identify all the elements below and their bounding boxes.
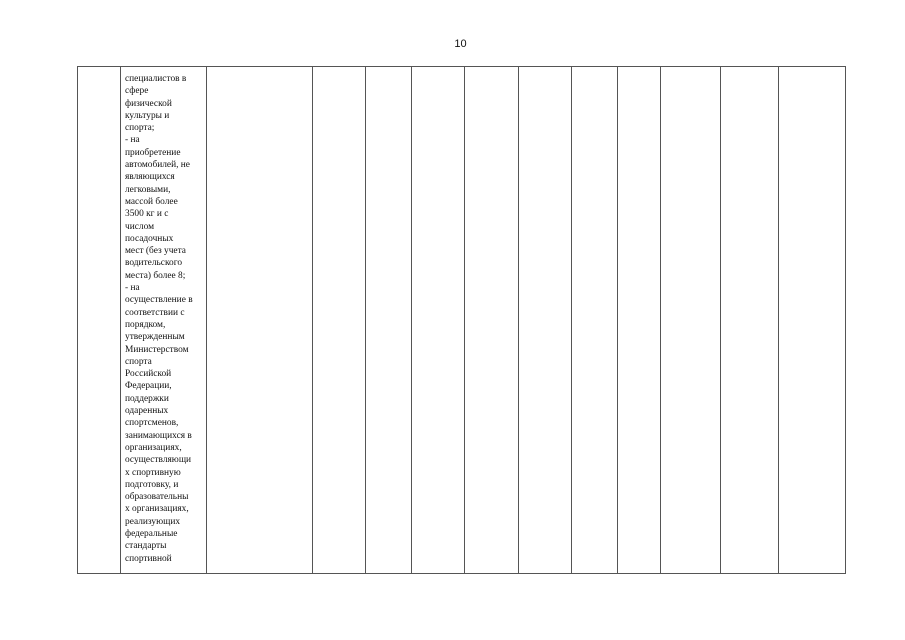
table-cell-13 — [779, 67, 846, 574]
table-cell-1 — [78, 67, 121, 574]
description-text: специалистов в сфере физической культуры и спорта; - на приобретение автомобилей, не являющихся легковыми, массой более 3500 кг и с числом посадочных мест (без учета водительского места) более 8; - на осуществление в соответствии с порядком, утвержденным Министерством спорта Российской Федерации, поддержки одаренных спортсменов, занимающихся в организациях, осуществляющи х спортивную подготовку, и образовательны х организациях, реализующих федеральные стандарты спортивной — [125, 74, 193, 564]
document-table — [77, 66, 846, 574]
table-cell-12 — [721, 67, 779, 574]
page-number: 10 — [454, 38, 467, 50]
table-cell-9 — [572, 67, 618, 574]
table-cell-6 — [412, 67, 465, 574]
table-cell-5 — [366, 67, 412, 574]
table-cell-8 — [519, 67, 572, 574]
table-cell-11 — [661, 67, 721, 574]
table-cell-7 — [465, 67, 519, 574]
table-row — [78, 67, 846, 574]
table-cell-3 — [207, 67, 313, 574]
table-cell-4 — [313, 67, 366, 574]
table-cell-description — [121, 67, 207, 574]
table-cell-10 — [618, 67, 661, 574]
